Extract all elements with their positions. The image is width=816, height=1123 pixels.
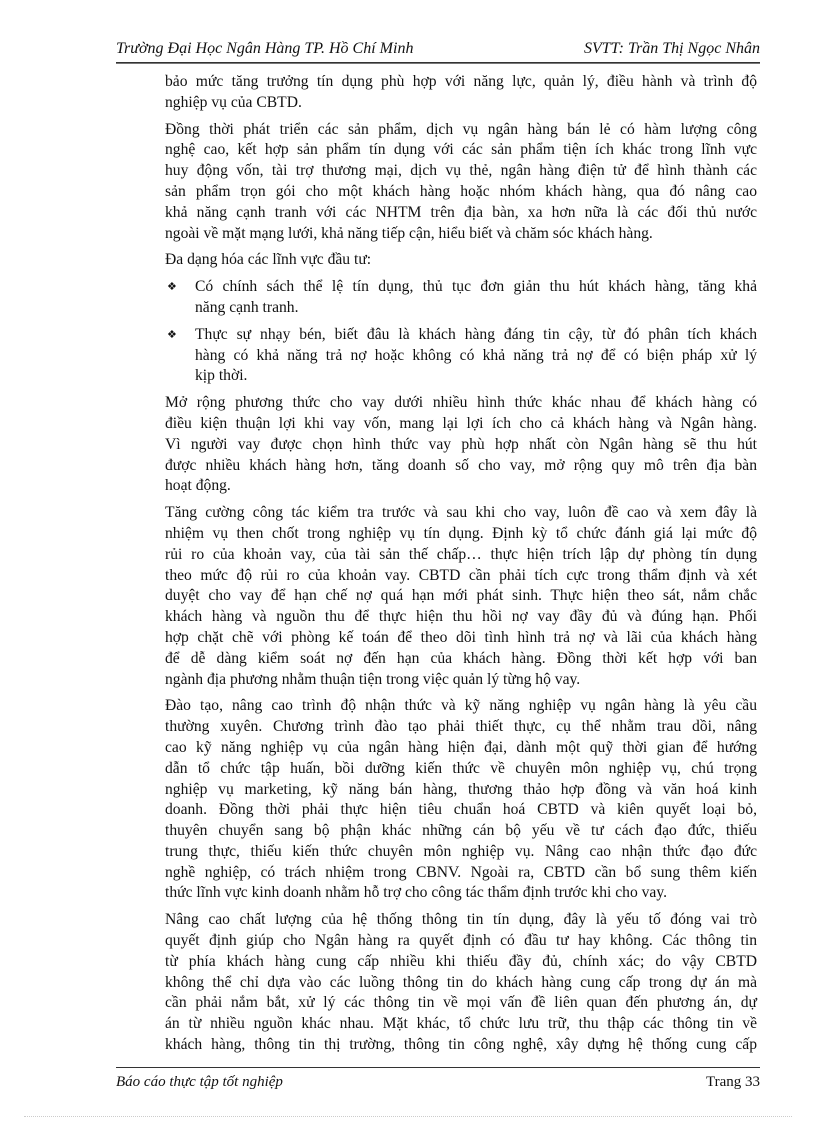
text-line: năng cạnh tranh. xyxy=(195,298,299,316)
text-line: thường xuyên. Chương trình đào tạo phải thiết thực, cụ thể nhằm trau dồi, nâng xyxy=(165,718,757,736)
text-line: Mở rộng phương thức cho vay dưới nhiều hình thức khác nhau để khách hàng có xyxy=(165,394,757,412)
text-line: Tăng cường công tác kiểm tra trước và sau khi cho vay, luôn đề cao và xem đây là xyxy=(165,504,757,522)
text-line: từ phía khách hàng cung cấp nhiều khi thiếu đầy đủ, chính xác; do vậy CBTD xyxy=(165,952,757,970)
paragraph xyxy=(165,393,757,497)
text-line: doanh. Đồng thời phải thực hiện tiêu chuẩn hoá CBTD và kiên quyết loại bỏ, xyxy=(165,801,757,819)
page-edge xyxy=(24,1116,792,1117)
text-line: dẫn tổ chức tập huấn, bồi dưỡng kiến thức về chuyên môn nghiệp vụ, chú trọng xyxy=(165,759,757,777)
text-line: hoạt động. xyxy=(165,477,231,495)
text-line: kịp thời. xyxy=(195,367,248,385)
paragraph xyxy=(165,250,757,271)
text-line: cao kỹ năng nghiệp vụ của ngân hàng hiện đại, dành một quỹ thời gian để hướng xyxy=(165,738,757,756)
text-line: án từ nhiều nguồn khác nhau. Mặt khác, tổ chức lưu trữ, thu thập các thông tin về xyxy=(165,1015,757,1033)
header-school: Trường Đại Học Ngân Hàng TP. Hồ Chí Minh xyxy=(116,40,414,57)
text-line: điều kiện thuận lợi khi vay vốn, mang lại lợi ích cho cả khách hàng và Ngân hàng. xyxy=(165,414,757,432)
text-line: để dễ dàng kiểm soát nợ đến hạn của khách hàng. Đồng thời kết hợp với ban xyxy=(165,649,757,667)
text-line: cần phải nắm bắt, xử lý các thông tin về mọi vấn đề liên quan đến phương án, dự xyxy=(165,994,757,1012)
text-line: hàng có khả năng trả nợ hoặc không có khả năng trả nợ để có biện pháp xử lý xyxy=(195,346,757,364)
bullet-diamond-icon: ❖ xyxy=(167,328,177,341)
text-line: được nhiều khách hàng hơn, tăng doanh số cho vay, mở rộng quy mô trên địa bàn xyxy=(165,456,757,474)
text-line: Nâng cao chất lượng của hệ thống thông tin tín dụng, đây là yếu tố đóng vai trò xyxy=(165,911,757,929)
paragraph xyxy=(165,503,757,690)
text-line: theo mức độ rủi ro của khoản vay. CBTD cần phải tích cực trong thẩm định và xét xyxy=(165,566,757,584)
text-line: quyết định giúp cho Ngân hàng ra quyết định có đầu tư hay không. Các thông tin xyxy=(165,932,757,950)
document-body xyxy=(165,72,757,1056)
paragraph xyxy=(165,72,757,114)
paragraph xyxy=(165,910,757,1056)
text-line: khả năng cạnh tranh với các NHTM trên địa bàn, xa hơn nữa là các đối thủ nước xyxy=(165,203,757,221)
text-line: nghệ cao, kết hợp sản phẩm tín dụng với các sản phẩm tiện ích khác trong lĩnh vực xyxy=(165,141,757,159)
text-line: sản phẩm trọn gói cho một khách hàng hoặc nhóm khách hàng, qua đó nâng cao xyxy=(165,182,757,200)
text-line: Có chính sách thể lệ tín dụng, thủ tục đơn giản thu hút khách hàng, tăng khả xyxy=(195,278,757,296)
text-line: nghề nghiệp, có trách nhiệm trong CBNV. Ngoài ra, CBTD cần bổ sung thêm kiến xyxy=(165,863,757,881)
page-header xyxy=(116,38,760,63)
footer-report-title: Báo cáo thực tập tốt nghiệp xyxy=(116,1074,283,1090)
text-line: Vì người vay được chọn hình thức vay phù hợp nhất còn Ngân hàng sẽ thu hút xyxy=(165,435,757,453)
text-line: Đa dạng hóa các lĩnh vực đầu tư: xyxy=(165,251,372,269)
text-line: trung thực, thiếu kiến thức chuyên môn nghiệp vụ. Nâng cao nhận thức đạo đức xyxy=(165,842,757,860)
text-line: duyệt cho vay để hạn chế nợ quá hạn mới phát sinh. Thực hiện theo sát, nắm chắc xyxy=(165,587,757,605)
bullet-item xyxy=(165,277,757,319)
text-line: thức lĩnh vực kinh doanh nhằm hỗ trợ cho công tác thẩm định trước khi cho vay. xyxy=(165,884,668,902)
bullet-item xyxy=(165,325,757,387)
text-line: nghiệp vụ của CBTD. xyxy=(165,93,302,111)
text-line: ngoài về mặt mạng lưới, khả năng tiếp cận, hiểu biết và chăm sóc khách hàng. xyxy=(165,224,653,242)
text-line: khách hàng và nguồn thu để thực hiện thu hồi nợ vay đầy đủ và đúng hạn. Phối xyxy=(165,608,757,626)
text-line: nghiệp vụ marketing, kỹ năng bán hàng, thương thảo hợp đồng và văn hoá kinh xyxy=(165,780,757,798)
text-line: Đồng thời phát triển các sản phẩm, dịch vụ ngân hàng bán lẻ có hàm lượng công xyxy=(165,120,757,138)
text-line: rủi ro của khoản vay, của tài sản thế chấp… thực hiện trích lập dự phòng tín dụng xyxy=(165,545,757,563)
paragraph xyxy=(165,696,757,904)
text-line: thuyên chuyển sang bộ phận khác những cán bộ yếu về tư cách đạo đức, thiếu xyxy=(165,822,757,840)
bullet-diamond-icon: ❖ xyxy=(167,281,177,294)
text-line: nhiệm vụ then chốt trong nghiệp vụ tín dụng. Định kỳ tổ chức đánh giá lại mức độ xyxy=(165,524,757,542)
header-rule xyxy=(116,63,760,64)
text-line: bảo mức tăng trưởng tín dụng phù hợp với năng lực, quản lý, điều hành và trình độ xyxy=(165,73,757,90)
text-line: ngành địa phương nhằm thuận tiện trong việc quản lý từng hộ vay. xyxy=(165,670,581,688)
text-line: Đào tạo, nâng cao trình độ nhận thức và kỹ năng nghiệp vụ ngân hàng là yêu cầu xyxy=(165,697,757,715)
page-number: Trang 33 xyxy=(705,1074,760,1090)
paragraph xyxy=(165,120,757,245)
text-line: hợp chặt chẽ với phòng kế toán để theo dõi tình hình trả nợ và lãi của khách hàng xyxy=(165,628,757,646)
page-footer xyxy=(116,1067,760,1090)
text-line: Thực sự nhạy bén, biết đâu là khách hàng đáng tin cậy, từ đó phân tích khách xyxy=(195,325,757,343)
text-line: khách hàng, thông tin thị trường, thông tin công nghệ, xây dựng hệ thống cung cấp xyxy=(165,1036,757,1054)
text-line: không thể chỉ dựa vào các luồng thông tin do khách hàng cung cấp trong dự án mà xyxy=(165,973,757,991)
text-line: huy động vốn, tài trợ thương mại, dịch vụ thẻ, ngân hàng điện tử để hình thành các xyxy=(165,162,757,180)
header-student: SVTT: Trần Thị Ngọc Nhân xyxy=(583,40,760,57)
